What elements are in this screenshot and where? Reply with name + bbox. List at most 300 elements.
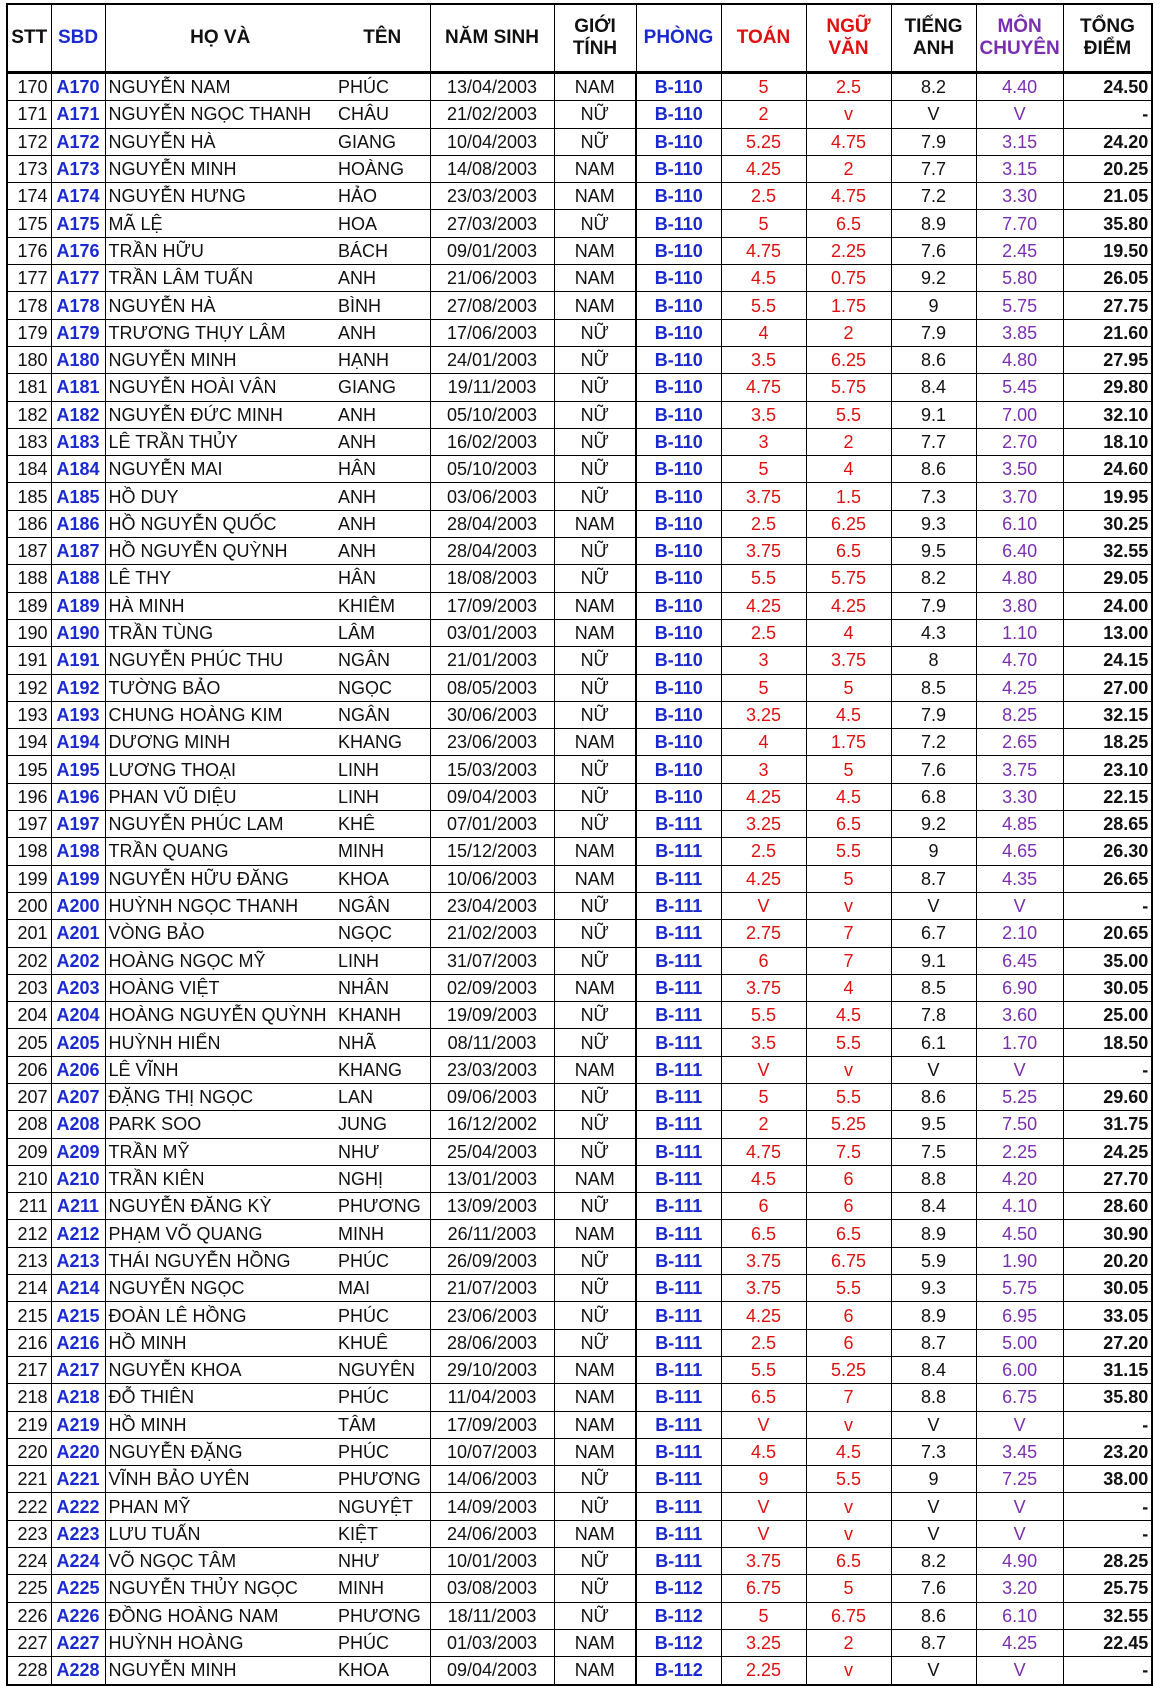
cell-tieng-anh: 8.7	[891, 1329, 976, 1356]
cell-ngu-van: 5.5	[806, 1029, 891, 1056]
cell-sbd: A195	[51, 756, 105, 783]
cell-mon-chuyen: 3.20	[976, 1575, 1063, 1602]
cell-ten: NHÃ	[335, 1029, 430, 1056]
cell-ngu-van: 2.25	[806, 237, 891, 264]
cell-ho: PHAN VŨ DIỆU	[105, 783, 335, 810]
cell-gioi-tinh: NỮ	[554, 674, 636, 701]
cell-ho: LÊ TRẦN THỦY	[105, 428, 335, 455]
cell-sbd: A215	[51, 1302, 105, 1329]
cell-tieng-anh: 7.9	[891, 319, 976, 346]
cell-ho: HỒ MINH	[105, 1411, 335, 1438]
cell-mon-chuyen: 3.60	[976, 1002, 1063, 1029]
cell-ho: LÊ THY	[105, 565, 335, 592]
cell-sbd: A187	[51, 538, 105, 565]
cell-mon-chuyen: 2.45	[976, 237, 1063, 264]
cell-ngu-van: 6	[806, 1165, 891, 1192]
table-row	[7, 865, 1152, 892]
cell-ho: TƯỜNG BẢO	[105, 674, 335, 701]
cell-tong-diem: 18.10	[1063, 428, 1152, 455]
table-row	[7, 783, 1152, 810]
cell-stt: 200	[7, 892, 51, 919]
cell-gioi-tinh: NỮ	[554, 947, 636, 974]
cell-ngu-van: 6.25	[806, 510, 891, 537]
table-row	[7, 1548, 1152, 1575]
cell-tieng-anh: 9.2	[891, 811, 976, 838]
table-row	[7, 1247, 1152, 1274]
cell-stt: 220	[7, 1438, 51, 1465]
cell-tong-diem: 31.15	[1063, 1356, 1152, 1383]
cell-ngay-sinh: 28/04/2003	[430, 510, 554, 537]
cell-ngay-sinh: 28/06/2003	[430, 1329, 554, 1356]
cell-tong-diem: 25.00	[1063, 1002, 1152, 1029]
cell-mon-chuyen: 4.80	[976, 565, 1063, 592]
table-row	[7, 155, 1152, 182]
cell-toan: 5.25	[721, 128, 806, 155]
cell-mon-chuyen: V	[976, 1411, 1063, 1438]
cell-gioi-tinh: NAM	[554, 619, 636, 646]
cell-phong: B-111	[636, 1438, 721, 1465]
cell-gioi-tinh: NAM	[554, 1356, 636, 1383]
cell-gioi-tinh: NỮ	[554, 920, 636, 947]
cell-mon-chuyen: V	[976, 1493, 1063, 1520]
cell-ten: TÂM	[335, 1411, 430, 1438]
cell-gioi-tinh: NAM	[554, 1165, 636, 1192]
cell-ngu-van: 5	[806, 865, 891, 892]
cell-stt: 188	[7, 565, 51, 592]
cell-sbd: A218	[51, 1384, 105, 1411]
cell-mon-chuyen: 6.10	[976, 510, 1063, 537]
cell-ngu-van: 4.5	[806, 783, 891, 810]
cell-tieng-anh: 7.8	[891, 1002, 976, 1029]
cell-gioi-tinh: NỮ	[554, 1029, 636, 1056]
cell-mon-chuyen: 4.65	[976, 838, 1063, 865]
cell-tong-diem: 30.90	[1063, 1220, 1152, 1247]
cell-toan: 3.25	[721, 811, 806, 838]
cell-tong-diem: 26.30	[1063, 838, 1152, 865]
cell-stt: 201	[7, 920, 51, 947]
cell-mon-chuyen: 4.90	[976, 1548, 1063, 1575]
cell-tong-diem: 32.15	[1063, 701, 1152, 728]
cell-tong-diem: 32.10	[1063, 401, 1152, 428]
cell-ngu-van: v	[806, 1411, 891, 1438]
cell-ngay-sinh: 21/02/2003	[430, 920, 554, 947]
cell-gioi-tinh: NỮ	[554, 346, 636, 373]
cell-ho: ĐOÀN LÊ HỒNG	[105, 1302, 335, 1329]
cell-ho: NGUYỄN MINH	[105, 155, 335, 182]
cell-tieng-anh: 8.2	[891, 565, 976, 592]
cell-tieng-anh: 7.9	[891, 701, 976, 728]
cell-phong: B-110	[636, 647, 721, 674]
cell-gioi-tinh: NAM	[554, 865, 636, 892]
cell-ten: CHÂU	[335, 101, 430, 128]
cell-ngay-sinh: 10/04/2003	[430, 128, 554, 155]
cell-ngu-van: 5.75	[806, 565, 891, 592]
cell-tieng-anh: 8.2	[891, 1548, 976, 1575]
cell-gioi-tinh: NỮ	[554, 428, 636, 455]
cell-mon-chuyen: 4.85	[976, 811, 1063, 838]
cell-toan: 2.75	[721, 920, 806, 947]
cell-ho: NGUYỄN MINH	[105, 346, 335, 373]
cell-stt: 216	[7, 1329, 51, 1356]
table-row	[7, 1602, 1152, 1629]
cell-stt: 212	[7, 1220, 51, 1247]
cell-phong: B-110	[636, 701, 721, 728]
cell-tieng-anh: 8.5	[891, 974, 976, 1001]
cell-mon-chuyen: 3.70	[976, 483, 1063, 510]
cell-mon-chuyen: 4.40	[976, 73, 1063, 101]
cell-tong-diem: 20.25	[1063, 155, 1152, 182]
cell-ngay-sinh: 26/11/2003	[430, 1220, 554, 1247]
cell-ngu-van: 4.5	[806, 1002, 891, 1029]
cell-toan: 3.25	[721, 1629, 806, 1656]
cell-phong: B-111	[636, 1302, 721, 1329]
cell-gioi-tinh: NỮ	[554, 783, 636, 810]
table-row	[7, 292, 1152, 319]
cell-ho: HÀ MINH	[105, 592, 335, 619]
cell-ngay-sinh: 09/01/2003	[430, 237, 554, 264]
cell-mon-chuyen: 2.25	[976, 1138, 1063, 1165]
cell-toan: 2.5	[721, 838, 806, 865]
cell-tong-diem: 28.25	[1063, 1548, 1152, 1575]
cell-tong-diem: 24.20	[1063, 128, 1152, 155]
cell-gioi-tinh: NỮ	[554, 128, 636, 155]
cell-ngu-van: 4.75	[806, 128, 891, 155]
cell-sbd: A205	[51, 1029, 105, 1056]
cell-tieng-anh: 7.7	[891, 155, 976, 182]
cell-mon-chuyen: 3.80	[976, 592, 1063, 619]
cell-ten: ANH	[335, 428, 430, 455]
cell-ho: TRẦN TÙNG	[105, 619, 335, 646]
cell-phong: B-111	[636, 892, 721, 919]
table-row	[7, 565, 1152, 592]
cell-sbd: A177	[51, 265, 105, 292]
cell-stt: 174	[7, 183, 51, 210]
cell-toan: V	[721, 1493, 806, 1520]
cell-phong: B-111	[636, 1220, 721, 1247]
cell-toan: 4.25	[721, 592, 806, 619]
cell-ho: ĐỒNG HOÀNG NAM	[105, 1602, 335, 1629]
cell-tong-diem: -	[1063, 1520, 1152, 1547]
cell-sbd: A216	[51, 1329, 105, 1356]
cell-phong: B-111	[636, 1384, 721, 1411]
table-row	[7, 701, 1152, 728]
cell-ngay-sinh: 07/01/2003	[430, 811, 554, 838]
cell-ngay-sinh: 18/11/2003	[430, 1602, 554, 1629]
cell-phong: B-112	[636, 1575, 721, 1602]
cell-toan: 4	[721, 319, 806, 346]
cell-mon-chuyen: 3.45	[976, 1438, 1063, 1465]
cell-tieng-anh: 8	[891, 647, 976, 674]
cell-ho: PHAN MỸ	[105, 1493, 335, 1520]
cell-tieng-anh: 8.4	[891, 1193, 976, 1220]
cell-sbd: A198	[51, 838, 105, 865]
cell-ho: LƯƠNG THOẠI	[105, 756, 335, 783]
cell-ngay-sinh: 14/09/2003	[430, 1493, 554, 1520]
cell-mon-chuyen: 2.65	[976, 729, 1063, 756]
cell-sbd: A173	[51, 155, 105, 182]
header-sbd: SBD	[51, 4, 105, 73]
cell-sbd: A175	[51, 210, 105, 237]
cell-ngu-van: v	[806, 1657, 891, 1685]
table-row	[7, 1629, 1152, 1656]
cell-ten: ANH	[335, 265, 430, 292]
cell-tieng-anh: 6.1	[891, 1029, 976, 1056]
cell-phong: B-110	[636, 319, 721, 346]
cell-ho: NGUYỄN HOÀI VÂN	[105, 374, 335, 401]
cell-stt: 228	[7, 1657, 51, 1685]
cell-tong-diem: 25.75	[1063, 1575, 1152, 1602]
cell-stt: 195	[7, 756, 51, 783]
cell-mon-chuyen: 4.80	[976, 346, 1063, 373]
cell-mon-chuyen: 3.85	[976, 319, 1063, 346]
cell-tieng-anh: 9	[891, 838, 976, 865]
cell-ngay-sinh: 29/10/2003	[430, 1356, 554, 1383]
cell-mon-chuyen: 3.15	[976, 155, 1063, 182]
cell-toan: 3.25	[721, 701, 806, 728]
cell-ngay-sinh: 10/06/2003	[430, 865, 554, 892]
cell-ngu-van: 1.5	[806, 483, 891, 510]
cell-mon-chuyen: 4.25	[976, 674, 1063, 701]
cell-ngu-van: 2	[806, 155, 891, 182]
cell-ten: KHÊ	[335, 811, 430, 838]
cell-sbd: A201	[51, 920, 105, 947]
cell-ngay-sinh: 15/12/2003	[430, 838, 554, 865]
cell-ngu-van: 5.5	[806, 401, 891, 428]
cell-phong: B-110	[636, 101, 721, 128]
cell-stt: 219	[7, 1411, 51, 1438]
cell-stt: 178	[7, 292, 51, 319]
cell-tong-diem: 27.95	[1063, 346, 1152, 373]
cell-tong-diem: 38.00	[1063, 1466, 1152, 1493]
cell-ngu-van: 5	[806, 756, 891, 783]
cell-stt: 189	[7, 592, 51, 619]
cell-gioi-tinh: NỮ	[554, 701, 636, 728]
cell-tong-diem: 28.65	[1063, 811, 1152, 838]
table-row	[7, 1220, 1152, 1247]
cell-tieng-anh: 6.7	[891, 920, 976, 947]
cell-phong: B-111	[636, 838, 721, 865]
cell-ho: NGUYỄN HÀ	[105, 128, 335, 155]
table-row	[7, 1029, 1152, 1056]
cell-toan: 6.75	[721, 1575, 806, 1602]
cell-phong: B-111	[636, 1056, 721, 1083]
cell-ho: NGUYỄN ĐẶNG	[105, 1438, 335, 1465]
cell-gioi-tinh: NAM	[554, 1520, 636, 1547]
cell-tieng-anh: 7.9	[891, 592, 976, 619]
cell-stt: 227	[7, 1629, 51, 1656]
cell-stt: 172	[7, 128, 51, 155]
cell-stt: 221	[7, 1466, 51, 1493]
cell-mon-chuyen: 4.35	[976, 865, 1063, 892]
cell-gioi-tinh: NAM	[554, 1657, 636, 1685]
table-row	[7, 592, 1152, 619]
table-row	[7, 729, 1152, 756]
cell-ten: BÌNH	[335, 292, 430, 319]
cell-toan: 4	[721, 729, 806, 756]
cell-tieng-anh: 7.2	[891, 183, 976, 210]
score-table	[6, 3, 1153, 1686]
cell-ngay-sinh: 13/01/2003	[430, 1165, 554, 1192]
cell-tong-diem: 29.05	[1063, 565, 1152, 592]
cell-ten: ANH	[335, 401, 430, 428]
cell-ngu-van: 4	[806, 974, 891, 1001]
cell-ho: VÒNG BẢO	[105, 920, 335, 947]
header-gioi-tinh: GIỚI TÍNH	[554, 4, 636, 73]
cell-sbd: A203	[51, 974, 105, 1001]
cell-tieng-anh: 8.6	[891, 1083, 976, 1110]
cell-mon-chuyen: 8.25	[976, 701, 1063, 728]
cell-ten: NGUYÊN	[335, 1356, 430, 1383]
cell-stt: 175	[7, 210, 51, 237]
cell-mon-chuyen: 1.70	[976, 1029, 1063, 1056]
cell-ho: HUỲNH HIỂN	[105, 1029, 335, 1056]
cell-toan: 2.25	[721, 1657, 806, 1685]
cell-tieng-anh: 8.8	[891, 1165, 976, 1192]
cell-stt: 176	[7, 237, 51, 264]
cell-mon-chuyen: 7.70	[976, 210, 1063, 237]
cell-gioi-tinh: NỮ	[554, 374, 636, 401]
cell-ngay-sinh: 09/06/2003	[430, 1083, 554, 1110]
table-row	[7, 647, 1152, 674]
cell-phong: B-111	[636, 1138, 721, 1165]
cell-toan: 5.5	[721, 1002, 806, 1029]
cell-tong-diem: 29.60	[1063, 1083, 1152, 1110]
cell-tieng-anh: V	[891, 1657, 976, 1685]
cell-ten: PHÚC	[335, 1247, 430, 1274]
cell-sbd: A172	[51, 128, 105, 155]
cell-stt: 199	[7, 865, 51, 892]
cell-ngay-sinh: 23/04/2003	[430, 892, 554, 919]
cell-ngu-van: 0.75	[806, 265, 891, 292]
cell-gioi-tinh: NAM	[554, 292, 636, 319]
cell-ho: VÕ NGỌC TÂM	[105, 1548, 335, 1575]
header-ngu-van: NGỮ VĂN	[806, 4, 891, 73]
cell-stt: 183	[7, 428, 51, 455]
cell-toan: 6.5	[721, 1220, 806, 1247]
cell-stt: 224	[7, 1548, 51, 1575]
cell-sbd: A182	[51, 401, 105, 428]
cell-tieng-anh: 9.3	[891, 1275, 976, 1302]
cell-mon-chuyen: 6.45	[976, 947, 1063, 974]
cell-phong: B-111	[636, 920, 721, 947]
cell-stt: 196	[7, 783, 51, 810]
cell-toan: 4.25	[721, 783, 806, 810]
cell-gioi-tinh: NỮ	[554, 1002, 636, 1029]
cell-stt: 202	[7, 947, 51, 974]
cell-gioi-tinh: NỮ	[554, 1193, 636, 1220]
cell-ten: KHOA	[335, 865, 430, 892]
cell-tong-diem: 35.00	[1063, 947, 1152, 974]
cell-ten: KHANG	[335, 1056, 430, 1083]
cell-ten: GIANG	[335, 128, 430, 155]
cell-toan: 3.75	[721, 538, 806, 565]
cell-ten: MINH	[335, 1575, 430, 1602]
cell-gioi-tinh: NỮ	[554, 1247, 636, 1274]
cell-gioi-tinh: NAM	[554, 592, 636, 619]
table-row	[7, 1466, 1152, 1493]
cell-gioi-tinh: NỮ	[554, 1083, 636, 1110]
cell-tieng-anh: 7.7	[891, 428, 976, 455]
cell-ngay-sinh: 03/01/2003	[430, 619, 554, 646]
cell-tong-diem: 24.25	[1063, 1138, 1152, 1165]
cell-gioi-tinh: NỮ	[554, 210, 636, 237]
cell-ho: TRƯƠNG THỤY LÂM	[105, 319, 335, 346]
cell-ngay-sinh: 25/04/2003	[430, 1138, 554, 1165]
cell-toan: 2	[721, 1111, 806, 1138]
cell-ten: NGỌC	[335, 674, 430, 701]
cell-phong: B-110	[636, 619, 721, 646]
cell-stt: 204	[7, 1002, 51, 1029]
cell-toan: 2	[721, 101, 806, 128]
cell-sbd: A222	[51, 1493, 105, 1520]
cell-sbd: A206	[51, 1056, 105, 1083]
cell-sbd: A227	[51, 1629, 105, 1656]
cell-gioi-tinh: NAM	[554, 183, 636, 210]
cell-tieng-anh: 8.2	[891, 73, 976, 101]
cell-tong-diem: 33.05	[1063, 1302, 1152, 1329]
cell-phong: B-111	[636, 1356, 721, 1383]
cell-ngu-van: 6.25	[806, 346, 891, 373]
cell-sbd: A199	[51, 865, 105, 892]
cell-tieng-anh: 9.5	[891, 538, 976, 565]
cell-sbd: A181	[51, 374, 105, 401]
cell-phong: B-110	[636, 729, 721, 756]
table-row	[7, 1275, 1152, 1302]
cell-ngu-van: 6.5	[806, 1548, 891, 1575]
cell-gioi-tinh: NỮ	[554, 565, 636, 592]
cell-phong: B-111	[636, 1548, 721, 1575]
cell-sbd: A202	[51, 947, 105, 974]
cell-stt: 182	[7, 401, 51, 428]
cell-sbd: A207	[51, 1083, 105, 1110]
cell-tong-diem: 30.05	[1063, 974, 1152, 1001]
cell-tieng-anh: 9.1	[891, 947, 976, 974]
cell-phong: B-111	[636, 1466, 721, 1493]
cell-ngu-van: 7	[806, 1384, 891, 1411]
cell-ten: KIỆT	[335, 1520, 430, 1547]
cell-mon-chuyen: 4.70	[976, 647, 1063, 674]
cell-toan: V	[721, 1056, 806, 1083]
cell-stt: 181	[7, 374, 51, 401]
cell-sbd: A211	[51, 1193, 105, 1220]
cell-toan: 4.25	[721, 155, 806, 182]
table-body	[7, 73, 1152, 1685]
cell-tong-diem: 29.80	[1063, 374, 1152, 401]
cell-ho: HUỲNH HOÀNG	[105, 1629, 335, 1656]
cell-stt: 222	[7, 1493, 51, 1520]
cell-phong: B-110	[636, 210, 721, 237]
cell-toan: 4.5	[721, 1438, 806, 1465]
table-row	[7, 374, 1152, 401]
cell-tong-diem: 22.15	[1063, 783, 1152, 810]
table-row	[7, 183, 1152, 210]
cell-tieng-anh: 9.3	[891, 510, 976, 537]
cell-mon-chuyen: 2.10	[976, 920, 1063, 947]
cell-ngu-van: v	[806, 101, 891, 128]
cell-toan: 4.75	[721, 237, 806, 264]
table-row	[7, 1111, 1152, 1138]
cell-mon-chuyen: 5.25	[976, 1083, 1063, 1110]
cell-sbd: A190	[51, 619, 105, 646]
cell-phong: B-110	[636, 565, 721, 592]
cell-ngu-van: 5	[806, 674, 891, 701]
cell-ho: NGUYỄN HỮU ĐĂNG	[105, 865, 335, 892]
cell-tieng-anh: V	[891, 1493, 976, 1520]
cell-ngay-sinh: 11/04/2003	[430, 1384, 554, 1411]
cell-tong-diem: 24.00	[1063, 592, 1152, 619]
cell-ngay-sinh: 23/03/2003	[430, 183, 554, 210]
cell-phong: B-111	[636, 1165, 721, 1192]
